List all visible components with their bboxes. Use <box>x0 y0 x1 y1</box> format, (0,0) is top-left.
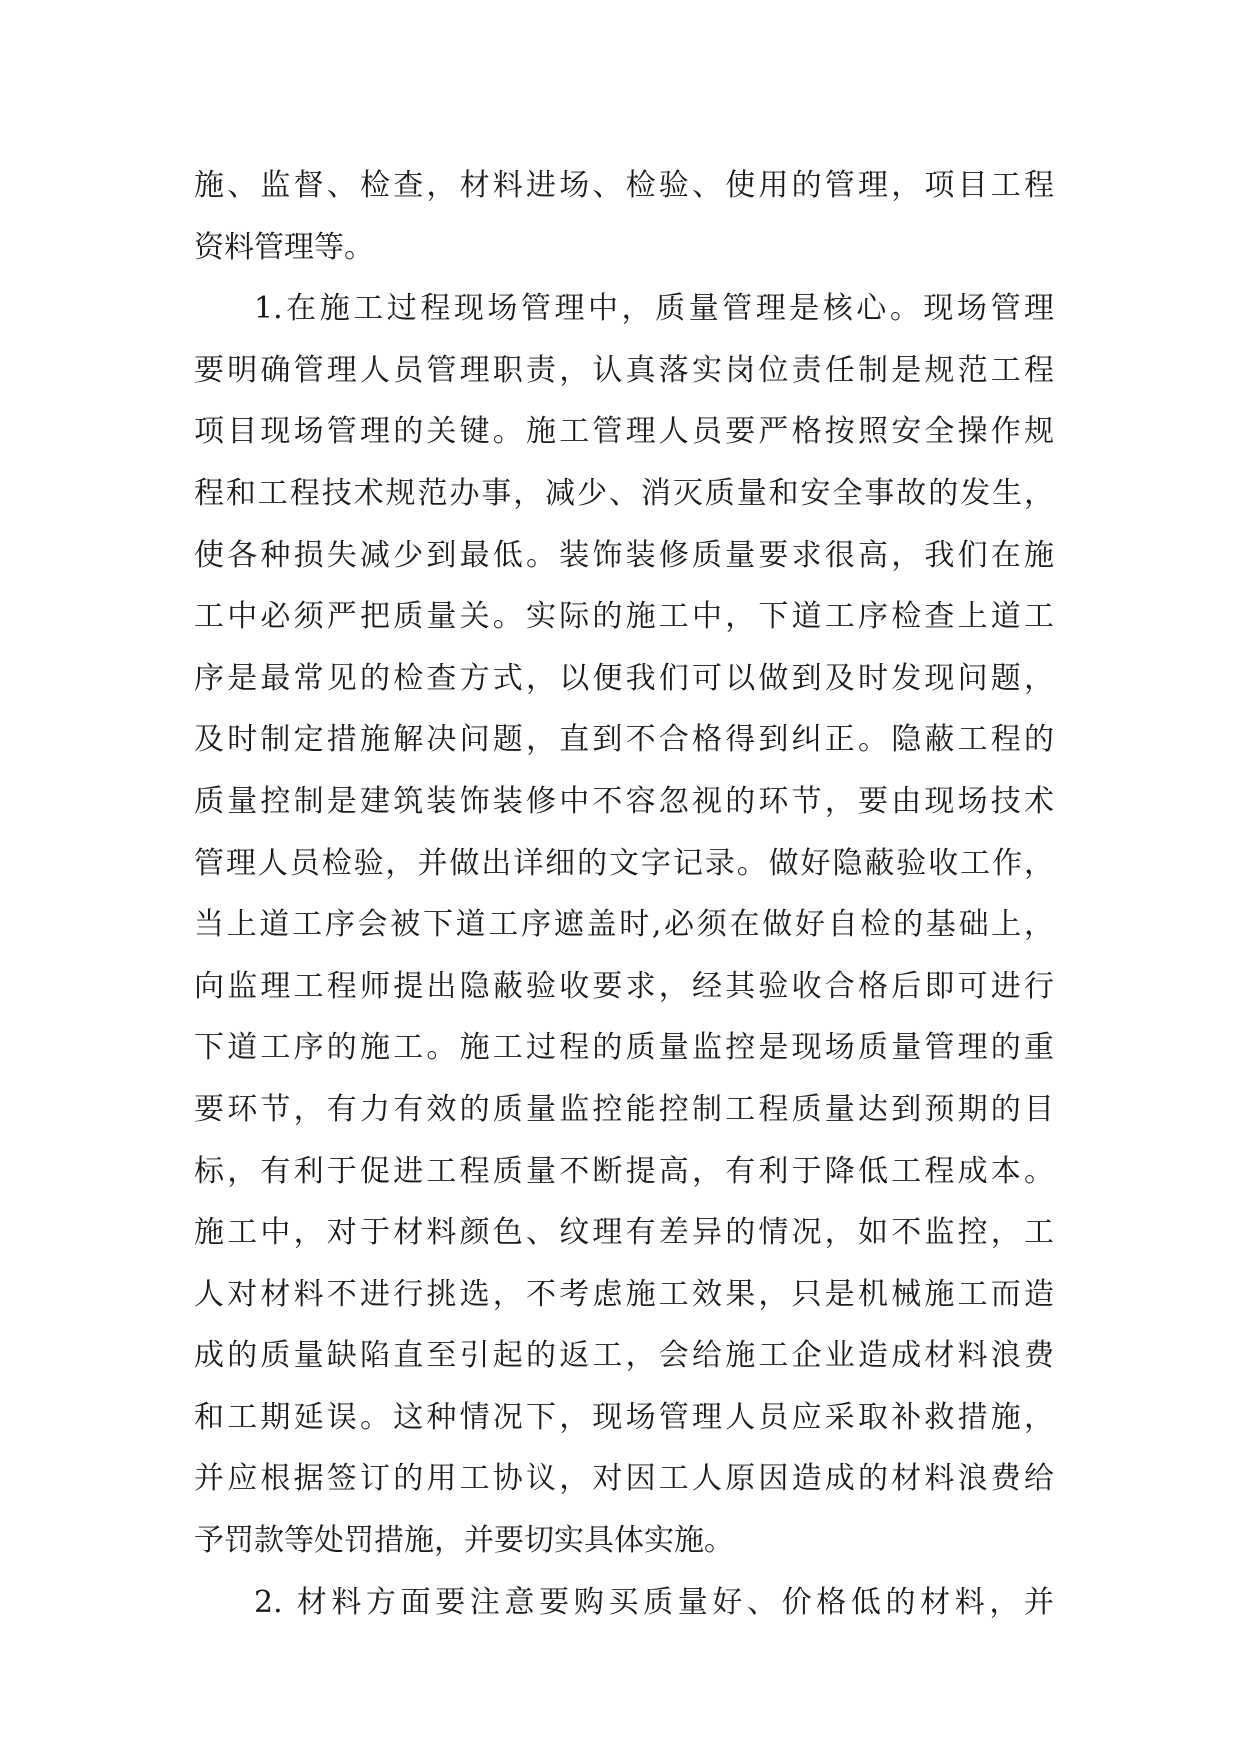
paragraph-2-first-line: 2. 材料方面要注意要购买质量好、价格低的材料，并 <box>254 1584 1054 1620</box>
text-line: 并应根据签订的用工协议，对因工人原因造成的材料浪费给 <box>194 1461 1054 1497</box>
text-line: 及时制定措施解决问题，直到不合格得到纠正。隐蔽工程的 <box>194 722 1054 758</box>
text-line: 要明确管理人员管理职责，认真落实岗位责任制是规范工程 <box>194 352 1054 388</box>
text-line: 项目现场管理的关键。施工管理人员要严格按照安全操作规 <box>194 414 1054 450</box>
text-line: 标，有利于促进工程质量不断提高，有利于降低工程成本。 <box>194 1153 1054 1189</box>
text-line: 管理人员检验，并做出详细的文字记录。做好隐蔽验收工作， <box>194 845 1054 881</box>
text-line: 施工中，对于材料颜色、纹理有差异的情况，如不监控，工 <box>194 1215 1054 1251</box>
text-line: 下道工序的施工。施工过程的质量监控是现场质量管理的重 <box>194 1030 1054 1066</box>
text-line: 工中必须严把质量关。实际的施工中，下道工序检查上道工 <box>194 599 1054 635</box>
text-line: 使各种损失减少到最低。装饰装修质量要求很高，我们在施 <box>194 537 1054 573</box>
text-line: 当上道工序会被下道工序遮盖时,必须在做好自检的基础上， <box>194 907 1054 943</box>
text-line: 序是最常见的检查方式，以便我们可以做到及时发现问题， <box>194 660 1054 696</box>
text-line: 予罚款等处罚措施，并要切实具体实施。 <box>194 1523 734 1559</box>
text-line: 质量控制是建筑装饰装修中不容忽视的环节，要由现场技术 <box>194 783 1054 819</box>
text-line: 人对材料不进行挑选，不考虑施工效果，只是机械施工而造 <box>194 1276 1054 1312</box>
text-line: 成的质量缺陷直至引起的返工，会给施工企业造成材料浪费 <box>194 1338 1054 1374</box>
text-line: 程和工程技术规范办事，减少、消灭质量和安全事故的发生， <box>194 475 1054 511</box>
text-line: 和工期延误。这种情况下，现场管理人员应采取补救措施， <box>194 1399 1054 1435</box>
text-line: 向监理工程师提出隐蔽验收要求，经其验收合格后即可进行 <box>194 968 1054 1004</box>
body-text <box>194 155 1054 1633</box>
paragraph-1-first-line: 1.在施工过程现场管理中，质量管理是核心。现场管理 <box>254 291 1054 327</box>
text-line: 资料管理等。 <box>194 229 374 265</box>
text-line: 施、监督、检查，材料进场、检验、使用的管理，项目工程 <box>194 168 1054 203</box>
text-line: 要环节，有力有效的质量监控能控制工程质量达到预期的目 <box>194 1091 1054 1127</box>
